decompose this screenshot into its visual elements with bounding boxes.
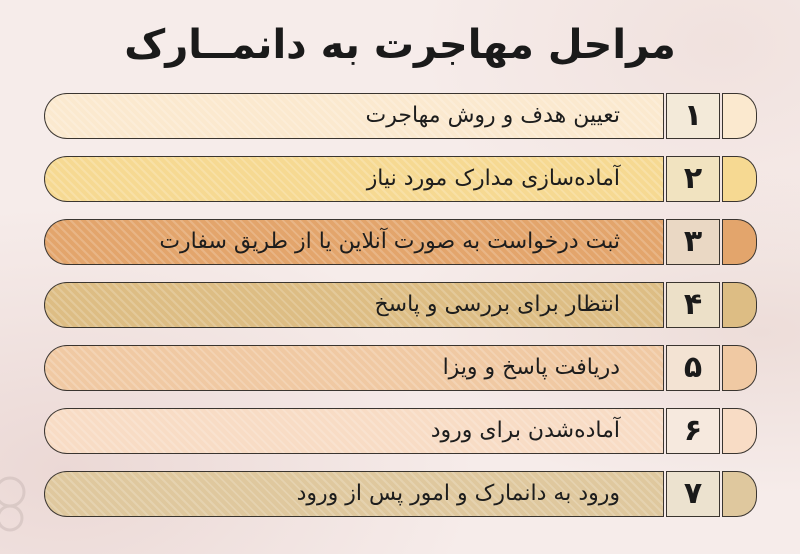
step-number-box (667, 471, 719, 517)
step-label: تعیین هدف و روش مهاجرت (365, 103, 620, 128)
step-label: ورود به دانمارک و امور پس از ورود (296, 481, 620, 506)
step-number: ۳ (683, 224, 703, 259)
step-label: ثبت درخواست به صورت آنلاین یا از طریق سفارت (159, 229, 620, 254)
step-number: ۶ (683, 413, 703, 448)
step-number: ۷ (683, 476, 703, 511)
step-row-3 (0, 219, 800, 269)
step-number-box (667, 408, 719, 454)
step-label: انتظار برای بررسی و پاسخ (374, 292, 620, 317)
step-cap (723, 345, 757, 391)
step-row-5 (0, 345, 800, 395)
step-row-4 (0, 282, 800, 332)
step-row-2 (0, 156, 800, 206)
watermark-logo-icon (0, 470, 36, 540)
step-number-box (667, 93, 719, 139)
step-cap (723, 219, 757, 265)
step-row-6 (0, 408, 800, 458)
step-cap (723, 156, 757, 202)
step-label: آماده‌شدن برای ورود (430, 418, 620, 443)
step-label: دریافت پاسخ و ویزا (442, 355, 620, 380)
step-number: ۴ (683, 287, 703, 322)
step-number: ۵ (683, 350, 703, 385)
step-row-1 (0, 93, 800, 143)
step-row-7 (0, 471, 800, 521)
step-number-box (667, 156, 719, 202)
step-number-box (667, 219, 719, 265)
step-cap (723, 408, 757, 454)
step-number: ۲ (683, 161, 703, 196)
step-label: آماده‌سازی مدارک مورد نیاز (366, 166, 620, 191)
step-cap (723, 93, 757, 139)
page-title: مراحل مهاجرت به دانمــارک (124, 22, 676, 68)
step-number: ۱ (683, 98, 703, 133)
step-cap (723, 282, 757, 328)
step-number-box (667, 345, 719, 391)
step-cap (723, 471, 757, 517)
step-number-box (667, 282, 719, 328)
